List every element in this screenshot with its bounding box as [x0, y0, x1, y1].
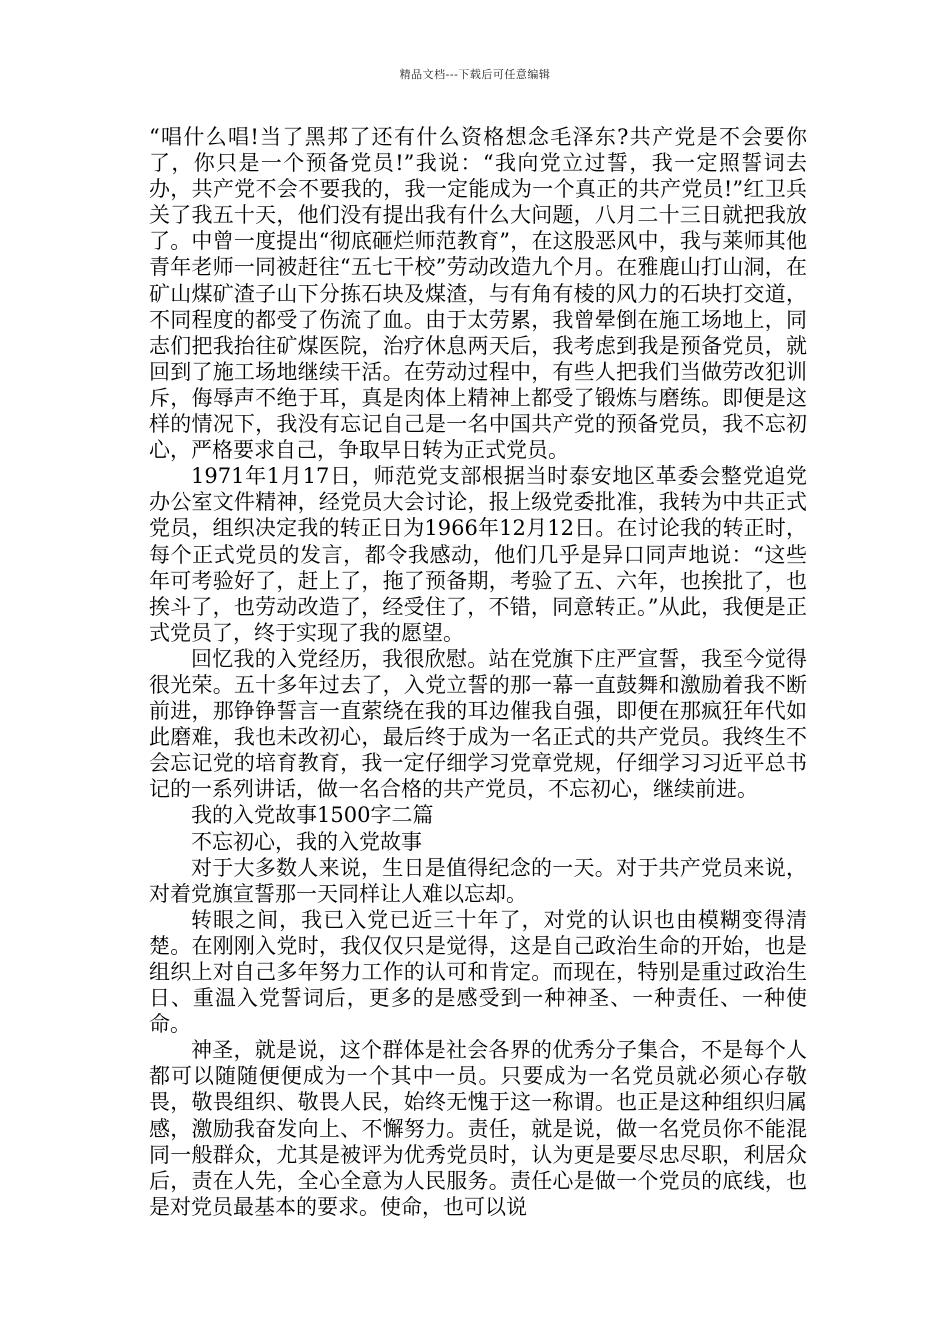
article-title: 不忘初心，我的入党故事	[191, 829, 422, 854]
paragraph-1: “唱什么唱!当了黑邦了还有什么资格想念毛泽东?共产党是不会要你了，你只是一个预备党员!”我说：“我向党立过誓，我一定照誓词去办，共产党不会不要我的，我一定能成为一个真正的共产党员!”红卫兵关了我五十天，他们没有提出我有什么大问题，八月二十三日就把我放了。中曾一度提出“彻底砸烂师范教育”，在这股恶风中，我与莱师其他青年老师一同被赶往“五七干校”劳动改造九个月。在雅鹿山打山洞，在矿山煤矿渣子山下分拣石块及煤渣，与有角有棱的风力的石块打交道，不同程度的都受了伤流了血。由于太劳累，我曾晕倒在施工场地上，同志们把我抬往矿煤医院，治疗休息两天后，我考虑到我是预备党员，就回到了施工场地继续干活。在劳动过程中，有些人把我们当做劳改犯训斥，侮辱声不绝于耳，真是肉体上精神上都受了锻炼与磨练。即便是这样的情况下，我没有忘记自己是一名中国共产党的预备党员，我不忘初心，严格要求自己，争取早日转为正式党员。	[149, 125, 807, 463]
document-body	[149, 124, 807, 1220]
section-title: 我的入党故事1500字二篇	[191, 803, 434, 828]
paragraph-5: 转眼之间，我已入党已近三十年了，对党的认识也由模糊变得清楚。在刚刚入党时，我仅仅只是觉得，这是自己政治生命的开始，也是组织上对自己多年努力工作的认可和肯定。而现在，特别是重过政治生日、重温入党誓词后，更多的是感受到一种神圣、一种责任、一种使命。	[149, 907, 807, 1037]
page-header: 精品文档---下载后可任意编辑	[399, 68, 551, 81]
paragraph-3: 回忆我的入党经历，我很欣慰。站在党旗下庄严宣誓，我至今觉得很光荣。五十多年过去了，入党立誓的那一幕一直鼓舞和激励着我不断前进，那铮铮誓言一直萦绕在我的耳边催我自强，即便在那疯狂年代如此磨难，我也未改初心，最后终于成为一名正式的共产党员。我终生不会忘记党的培育教育，我一定仔细学习党章党规，仔细学习习近平总书记的一系列讲话，做一名合格的共产党员，不忘初心，继续前进。	[149, 646, 807, 802]
paragraph-4: 对于大多数人来说，生日是值得纪念的一天。对于共产党员来说，对着党旗宣誓那一天同样让人难以忘却。	[149, 855, 807, 906]
paragraph-6: 神圣，就是说，这个群体是社会各界的优秀分子集合，不是每个人都可以随随便便成为一个其中一员。只要成为一名党员就必须心存敬畏，敬畏组织、敬畏人民，始终无愧于这一称谓。也正是这种组织归属感，激励我奋发向上、不懈努力。责任，就是说，做一名党员你不能混同一般群众，尤其是被评为优秀党员时，认为更是要尽忠尽职，利居众后，责在人先，全心全意为人民服务。责任心是做一个党员的底线，也是对党员最基本的要求。使命，也可以说	[149, 1038, 807, 1219]
paragraph-2: 1971年1月17日，师范党支部根据当时泰安地区革委会整党追党办公室文件精神，经党员大会讨论，报上级党委批准，我转为中共正式党员，组织决定我的转正日为1966年12月12日。在讨论我的转正时，每个正式党员的发言，都令我感动，他们几乎是异口同声地说：“这些年可考验好了，赶上了，拖了预备期，考验了五、六年，也挨批了，也挨斗了，也劳动改造了，经受住了，不错，同意转正。”从此，我便是正式党员了，终于实现了我的愿望。	[149, 464, 807, 645]
